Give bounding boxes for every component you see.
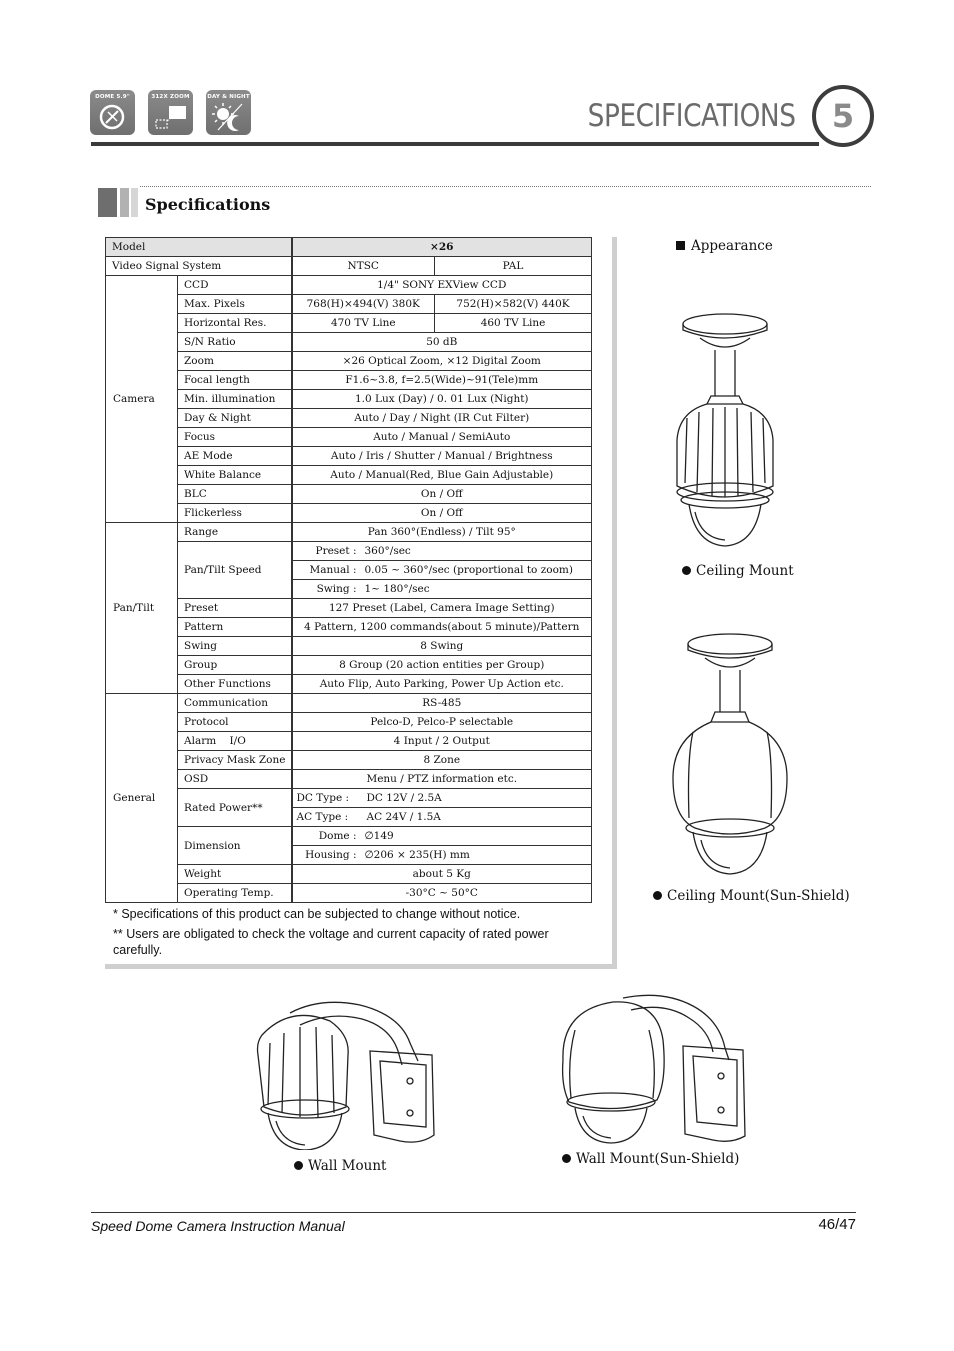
hres-label: Horizontal Res. bbox=[178, 314, 292, 333]
round-bullet-icon bbox=[653, 891, 662, 900]
pal-header: PAL bbox=[435, 257, 592, 276]
table-row bbox=[106, 504, 592, 523]
section-dotted-rule bbox=[140, 186, 871, 187]
range-label: Range bbox=[178, 523, 292, 542]
wall-sunshield-camera-icon bbox=[553, 990, 749, 1145]
power-dc-key: DC Type : bbox=[296, 792, 350, 804]
power-ac-value: AC 24V / 1.5A bbox=[366, 811, 441, 823]
speed-preset-value: 360°/sec bbox=[364, 545, 411, 557]
ceiling-mount-camera-icon bbox=[665, 308, 785, 548]
table-row bbox=[106, 447, 592, 466]
focal-value: F1.6~3.8, f=2.5(Wide)~91(Tele)mm bbox=[292, 371, 592, 390]
square-bullet-icon bbox=[676, 241, 685, 250]
table-row bbox=[106, 542, 592, 561]
wall-mount-caption bbox=[294, 1158, 386, 1174]
ccd-label: CCD bbox=[178, 276, 292, 295]
round-bullet-icon bbox=[682, 566, 691, 575]
preset-value: 127 Preset (Label, Camera Image Setting) bbox=[292, 599, 592, 618]
table-row bbox=[106, 675, 592, 694]
other-label: Other Functions bbox=[178, 675, 292, 694]
table-row bbox=[106, 390, 592, 409]
table-row bbox=[106, 770, 592, 789]
zoom-value: ×26 Optical Zoom, ×12 Digital Zoom bbox=[292, 352, 592, 371]
illum-value: 1.0 Lux (Day) / 0. 01 Lux (Night) bbox=[292, 390, 592, 409]
zoom-label: Zoom bbox=[178, 352, 292, 371]
table-frame-shadow-bottom bbox=[105, 964, 617, 969]
table-row bbox=[106, 789, 592, 808]
speed-label: Pan/Tilt Speed bbox=[178, 542, 292, 599]
table-frame-shadow-right bbox=[612, 237, 617, 969]
wall-mount-camera-icon bbox=[250, 995, 440, 1150]
table-row bbox=[106, 238, 592, 257]
model-value: ×26 bbox=[292, 238, 592, 257]
spec-table-frame bbox=[105, 237, 591, 903]
section-bar-dark bbox=[98, 188, 117, 217]
table-row bbox=[106, 295, 592, 314]
table-row bbox=[106, 352, 592, 371]
pattern-value: 4 Pattern, 1200 commands(about 5 minute)/Pattern bbox=[292, 618, 592, 637]
table-row bbox=[106, 732, 592, 751]
note-power-line1: ** Users are obligated to check the voltage and current capacity of rated power bbox=[113, 927, 549, 941]
dim-housing-value: ∅206 × 235(H) mm bbox=[364, 849, 470, 861]
power-ac-key: AC Type : bbox=[296, 811, 349, 823]
ae-value: Auto / Iris / Shutter / Manual / Brightness bbox=[292, 447, 592, 466]
temp-label: Operating Temp. bbox=[178, 884, 292, 903]
speed-manual bbox=[292, 561, 592, 580]
model-label: Model bbox=[106, 238, 292, 257]
power-label: Rated Power** bbox=[178, 789, 292, 827]
table-row bbox=[106, 276, 592, 295]
dim-housing-key: Housing : bbox=[305, 849, 357, 861]
ceiling-sunshield-camera-icon bbox=[665, 628, 795, 876]
sn-label: S/N Ratio bbox=[178, 333, 292, 352]
dome-badge-label: DOME 5.9" bbox=[95, 94, 130, 100]
dim-housing bbox=[292, 846, 592, 865]
focal-label: Focal length bbox=[178, 371, 292, 390]
table-row bbox=[106, 333, 592, 352]
dim-dome bbox=[292, 827, 592, 846]
section-bar-mid bbox=[120, 188, 129, 217]
wall-mount-text: Wall Mount bbox=[308, 1158, 387, 1174]
group-label: Group bbox=[178, 656, 292, 675]
chapter-number: 5 bbox=[812, 85, 874, 147]
table-row bbox=[106, 409, 592, 428]
appearance-heading bbox=[676, 238, 773, 254]
power-dc bbox=[292, 789, 592, 808]
focus-label: Focus bbox=[178, 428, 292, 447]
osd-label: OSD bbox=[178, 770, 292, 789]
ceiling-sunshield-caption bbox=[653, 888, 850, 904]
table-row bbox=[106, 618, 592, 637]
chapter-title: SPECIFICATIONS bbox=[588, 98, 796, 134]
ceiling-mount-caption bbox=[682, 563, 794, 579]
dim-label: Dimension bbox=[178, 827, 292, 865]
privacy-value: 8 Zone bbox=[292, 751, 592, 770]
alarm-label: Alarm I/O bbox=[178, 732, 292, 751]
zoom-icon bbox=[148, 90, 193, 135]
preset-label: Preset bbox=[178, 599, 292, 618]
swing-label: Swing bbox=[178, 637, 292, 656]
speed-swing-value: 1~ 180°/sec bbox=[364, 583, 430, 595]
daynight-value: Auto / Day / Night (IR Cut Filter) bbox=[292, 409, 592, 428]
illum-label: Min. illumination bbox=[178, 390, 292, 409]
table-row bbox=[106, 466, 592, 485]
wb-label: White Balance bbox=[178, 466, 292, 485]
table-row bbox=[106, 523, 592, 542]
power-ac bbox=[292, 808, 592, 827]
flicker-label: Flickerless bbox=[178, 504, 292, 523]
weight-value: about 5 Kg bbox=[292, 865, 592, 884]
page-number: 46/47 bbox=[818, 1216, 856, 1233]
section-title: Specifications bbox=[145, 195, 271, 214]
other-value: Auto Flip, Auto Parking, Power Up Action etc. bbox=[292, 675, 592, 694]
daynight-badge-label: DAY & NIGHT bbox=[207, 94, 250, 100]
flicker-value: On / Off bbox=[292, 504, 592, 523]
ntsc-header: NTSC bbox=[292, 257, 435, 276]
table-row bbox=[106, 713, 592, 732]
wall-sunshield-text: Wall Mount(Sun-Shield) bbox=[576, 1151, 740, 1167]
wb-value: Auto / Manual(Red, Blue Gain Adjustable) bbox=[292, 466, 592, 485]
group-value: 8 Group (20 action entities per Group) bbox=[292, 656, 592, 675]
blc-value: On / Off bbox=[292, 485, 592, 504]
comm-label: Communication bbox=[178, 694, 292, 713]
table-row bbox=[106, 751, 592, 770]
osd-value: Menu / PTZ information etc. bbox=[292, 770, 592, 789]
protocol-value: Pelco-D, Pelco-P selectable bbox=[292, 713, 592, 732]
pixels-ntsc: 768(H)×494(V) 380K bbox=[292, 295, 435, 314]
dim-dome-value: ∅149 bbox=[364, 830, 394, 842]
camera-group-label: Camera bbox=[106, 276, 178, 523]
dim-dome-key: Dome : bbox=[318, 830, 357, 842]
focus-value: Auto / Manual / SemiAuto bbox=[292, 428, 592, 447]
footer-rule bbox=[91, 1212, 856, 1213]
swing-value: 8 Swing bbox=[292, 637, 592, 656]
pattern-label: Pattern bbox=[178, 618, 292, 637]
ceiling-mount-text: Ceiling Mount bbox=[696, 563, 794, 579]
spec-table bbox=[105, 237, 592, 903]
footer-title: Speed Dome Camera Instruction Manual bbox=[91, 1218, 345, 1234]
hres-ntsc: 470 TV Line bbox=[292, 314, 435, 333]
table-row bbox=[106, 485, 592, 504]
sun-moon-icon bbox=[206, 90, 251, 135]
pixels-pal: 752(H)×582(V) 440K bbox=[435, 295, 592, 314]
round-bullet-icon bbox=[562, 1154, 571, 1163]
note-spec-change: * Specifications of this product can be subjected to change without notice. bbox=[113, 907, 521, 921]
dome-badge bbox=[90, 90, 135, 135]
header-rule bbox=[91, 142, 819, 146]
general-group-label: General bbox=[106, 694, 178, 903]
table-row bbox=[106, 371, 592, 390]
ccd-value: 1/4" SONY EXView CCD bbox=[292, 276, 592, 295]
appearance-heading-text: Appearance bbox=[691, 238, 773, 254]
alarm-value: 4 Input / 2 Output bbox=[292, 732, 592, 751]
table-row bbox=[106, 599, 592, 618]
speed-manual-value: 0.05 ~ 360°/sec (proportional to zoom) bbox=[364, 564, 573, 576]
comm-value: RS-485 bbox=[292, 694, 592, 713]
zoom-badge-label: 312X ZOOM bbox=[151, 94, 190, 100]
temp-value: -30°C ~ 50°C bbox=[292, 884, 592, 903]
daynight-label: Day & Night bbox=[178, 409, 292, 428]
note-power-line2: carefully. bbox=[113, 943, 163, 957]
table-row bbox=[106, 884, 592, 903]
speed-swing bbox=[292, 580, 592, 599]
table-row bbox=[106, 865, 592, 884]
zoom-badge bbox=[148, 90, 193, 135]
speed-preset-key: Preset : bbox=[315, 545, 357, 557]
hres-pal: 460 TV Line bbox=[435, 314, 592, 333]
section-bar-light bbox=[131, 188, 138, 217]
speed-manual-key: Manual : bbox=[309, 564, 357, 576]
speed-swing-key: Swing : bbox=[316, 583, 357, 595]
table-row bbox=[106, 694, 592, 713]
table-row bbox=[106, 257, 592, 276]
sn-value: 50 dB bbox=[292, 333, 592, 352]
weight-label: Weight bbox=[178, 865, 292, 884]
speed-preset bbox=[292, 542, 592, 561]
privacy-label: Privacy Mask Zone bbox=[178, 751, 292, 770]
table-row bbox=[106, 314, 592, 333]
power-dc-value: DC 12V / 2.5A bbox=[366, 792, 442, 804]
blc-label: BLC bbox=[178, 485, 292, 504]
pixels-label: Max. Pixels bbox=[178, 295, 292, 314]
table-row bbox=[106, 428, 592, 447]
daynight-badge bbox=[206, 90, 251, 135]
table-row bbox=[106, 656, 592, 675]
round-bullet-icon bbox=[294, 1161, 303, 1170]
wall-sunshield-caption bbox=[562, 1151, 739, 1167]
range-value: Pan 360°(Endless) / Tilt 95° bbox=[292, 523, 592, 542]
ceiling-sunshield-text: Ceiling Mount(Sun-Shield) bbox=[667, 888, 850, 904]
table-row bbox=[106, 637, 592, 656]
dome-icon bbox=[90, 90, 135, 135]
protocol-label: Protocol bbox=[178, 713, 292, 732]
pantilt-group-label: Pan/Tilt bbox=[106, 523, 178, 694]
ae-label: AE Mode bbox=[178, 447, 292, 466]
table-row bbox=[106, 827, 592, 846]
signal-label: Video Signal System bbox=[106, 257, 292, 276]
